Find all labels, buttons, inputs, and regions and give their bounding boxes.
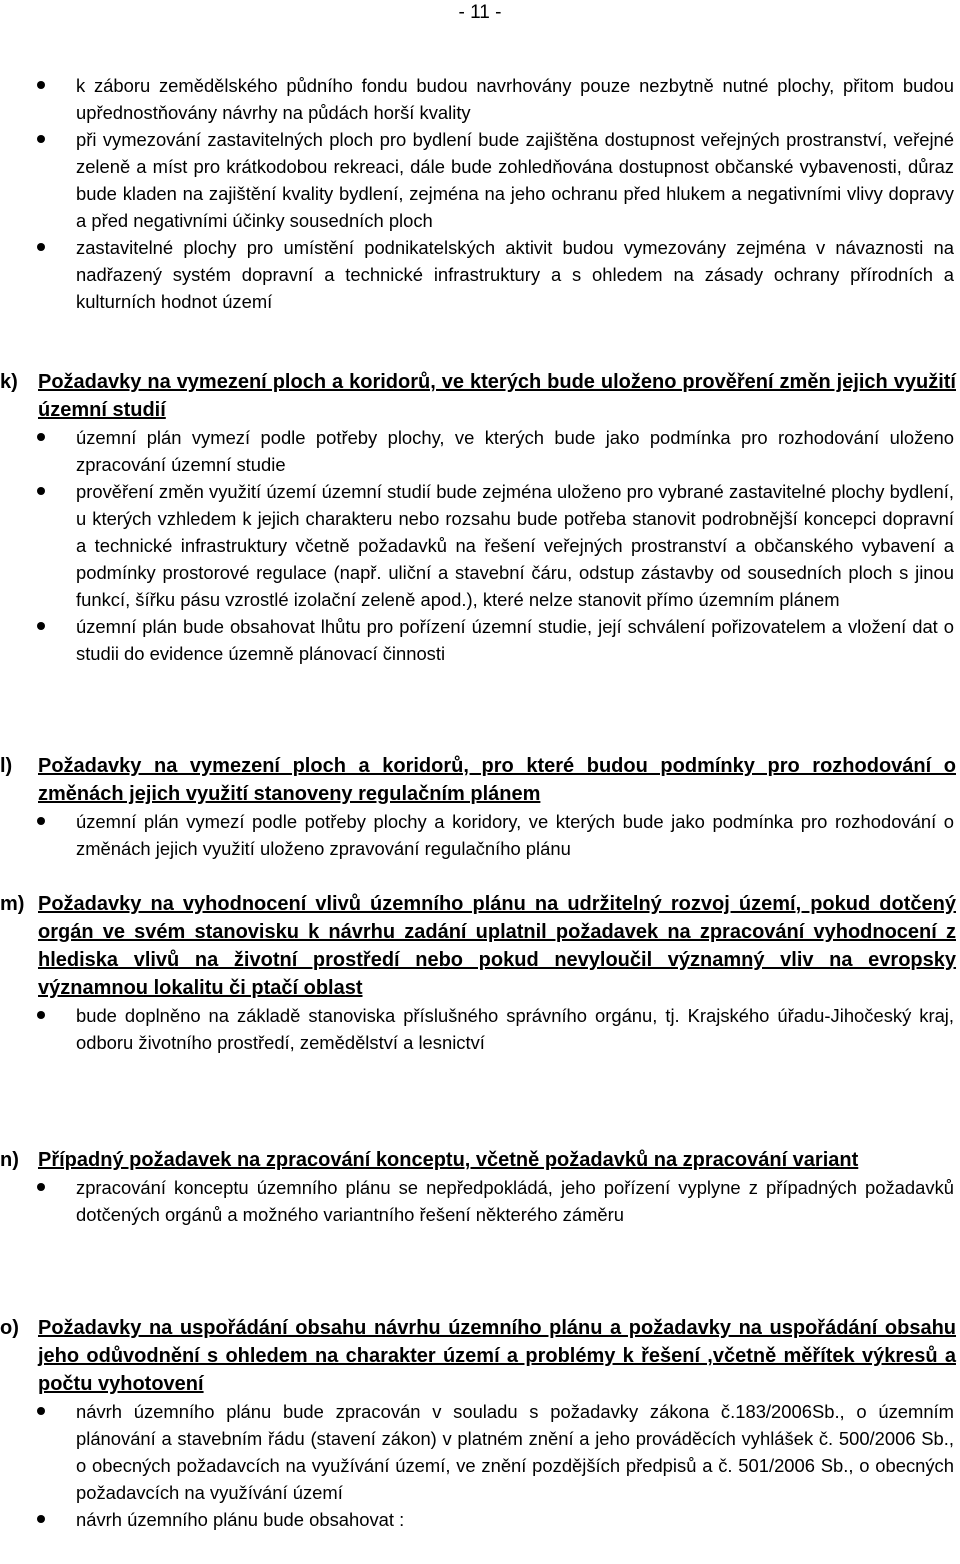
section-o [0,1314,960,1533]
section-letter: l) [0,755,13,777]
bullet-icon [37,1407,45,1415]
list-item [0,1398,960,1506]
bullet-text: bude doplněno na základě stanoviska příslušného správního orgánu, tj. Krajského úřadu-Jihočeský kraj, odboru životního prostředí, zemědělství a lesnictví [76,1005,954,1053]
list-item [0,424,960,478]
section-k [0,368,960,667]
list-item [0,1002,960,1056]
bullet-icon [37,487,45,495]
section-heading: Požadavky na uspořádání obsahu návrhu územního plánu a požadavky na uspořádání obsahu jeho odůvodnění s ohledem na charakter území a problémy k řešení ,včetně měřítek výkresů a počtu vyhotovení [38,1317,956,1395]
section-heading: Případný požadavek na zpracování konceptu, včetně požadavků na zpracování variant [38,1149,859,1171]
section-bullet-list [0,1002,960,1056]
bullet-text: návrh územního plánu bude obsahovat : [76,1509,405,1530]
list-item [0,126,960,234]
section-letter: m) [0,893,25,915]
bullet-text: k záboru zemědělského půdního fondu budou navrhovány pouze nezbytně nutné plochy, přitom budou upřednostňovány návrhy na půdách horší kvality [76,75,954,123]
intro-bullet-list [0,72,960,315]
section-m [0,890,960,1056]
section-n [0,1146,960,1228]
bullet-text: zastavitelné plochy pro umístění podnikatelských aktivit budou vymezovány zejména v návaznosti na nadřazený systém dopravní a technické infrastruktury a s ohledem na zásady ochrany přírodních a kulturních hodnot území [76,237,954,312]
section-bullet-list [0,424,960,667]
bullet-text: zpracování konceptu územního plánu se nepředpokládá, jeho pořízení vyplyne z případných požadavků dotčených orgánů a možného variantního řešení některého záměru [76,1177,954,1225]
list-item [0,1506,960,1533]
bullet-icon [37,433,45,441]
list-item [0,808,960,862]
bullet-text: návrh územního plánu bude zpracován v souladu s požadavky zákona č.183/2006Sb., o územním plánování a stavebním řádu (stavení zákon) v platném znění a jeho prováděcích vyhlášek č. 500/2006 Sb., o obecných požadavcích na využívání území, ve znění pozdějších předpisů a č. 501/2006 Sb., o obecných požadavcích na využívání území [76,1401,954,1503]
section-l [0,752,960,862]
section-letter: n) [0,1149,19,1171]
section-bullet-list [0,1398,960,1533]
bullet-icon [37,622,45,630]
bullet-icon [37,1011,45,1019]
bullet-text: prověření změn využití území územní studií bude zejména uloženo pro vybrané zastavitelné plochy bydlení, u kterých vzhledem k jejich charakteru nebo rozsahu bude potřeba stanovit podrobnější koncepci dopravní a technické infrastruktury včetně požadavků na řešení veřejných prostranství a občanského vybavení a podmínky prostorové regulace (např. uliční a stavební čáru, odstup zástavby od sousedních ploch s jinou funkcí, šířku pásu vzrostlé izolační zeleně apod.), které nelze stanovit přímo územním plánem [76,481,954,610]
section-heading: Požadavky na vymezení ploch a koridorů, pro které budou podmínky pro rozhodování o změnách jejich využití stanoveny regulačním plánem [38,755,956,805]
section-heading: Požadavky na vymezení ploch a koridorů, ve kterých bude uloženo prověření změn jejich využití územní studií [38,371,956,421]
bullet-icon [37,243,45,251]
bullet-text: územní plán vymezí podle potřeby plochy a koridory, ve kterých bude jako podmínka pro rozhodování o změnách jejich využití uloženo zpravování regulačního plánu [76,811,954,859]
bullet-text: při vymezování zastavitelných ploch pro bydlení bude zajištěna dostupnost veřejných prostranství, veřejné zeleně a míst pro krátkodobou rekreaci, dále bude zohledňována dostupnost občanské vybavenosti, důraz bude kladen na zajištění kvality bydlení, zejména na jeho ochranu před hlukem a negativními vlivy dopravy a před negativními účinky sousedních ploch [76,129,954,231]
list-item [0,478,960,613]
bullet-icon [37,1183,45,1191]
section-letter: o) [0,1317,19,1339]
bullet-text: územní plán vymezí podle potřeby plochy, ve kterých bude jako podmínka pro rozhodování uloženo zpracování územní studie [76,427,954,475]
list-item [0,72,960,126]
bullet-icon [37,817,45,825]
page-number: - 11 - [458,2,502,23]
list-item [0,613,960,667]
section-letter: k) [0,371,18,393]
bullet-icon [37,1515,45,1523]
bullet-text: územní plán bude obsahovat lhůtu pro pořízení územní studie, její schválení pořizovatelem a vložení dat o studii do evidence územně plánovací činnosti [76,616,954,664]
bullet-icon [37,81,45,89]
section-bullet-list [0,808,960,862]
bullet-icon [37,135,45,143]
list-item [0,234,960,315]
section-bullet-list [0,1174,960,1228]
section-heading: Požadavky na vyhodnocení vlivů územního plánu na udržitelný rozvoj území, pokud dotčený orgán ve svém stanovisku k návrhu zadání uplatnil požadavek na zpracování vyhodnocení z hlediska vlivů na životní prostředí nebo pokud nevyloučil významný vliv na evropsky významnou lokalitu či ptačí oblast [38,893,956,999]
list-item [0,1174,960,1228]
